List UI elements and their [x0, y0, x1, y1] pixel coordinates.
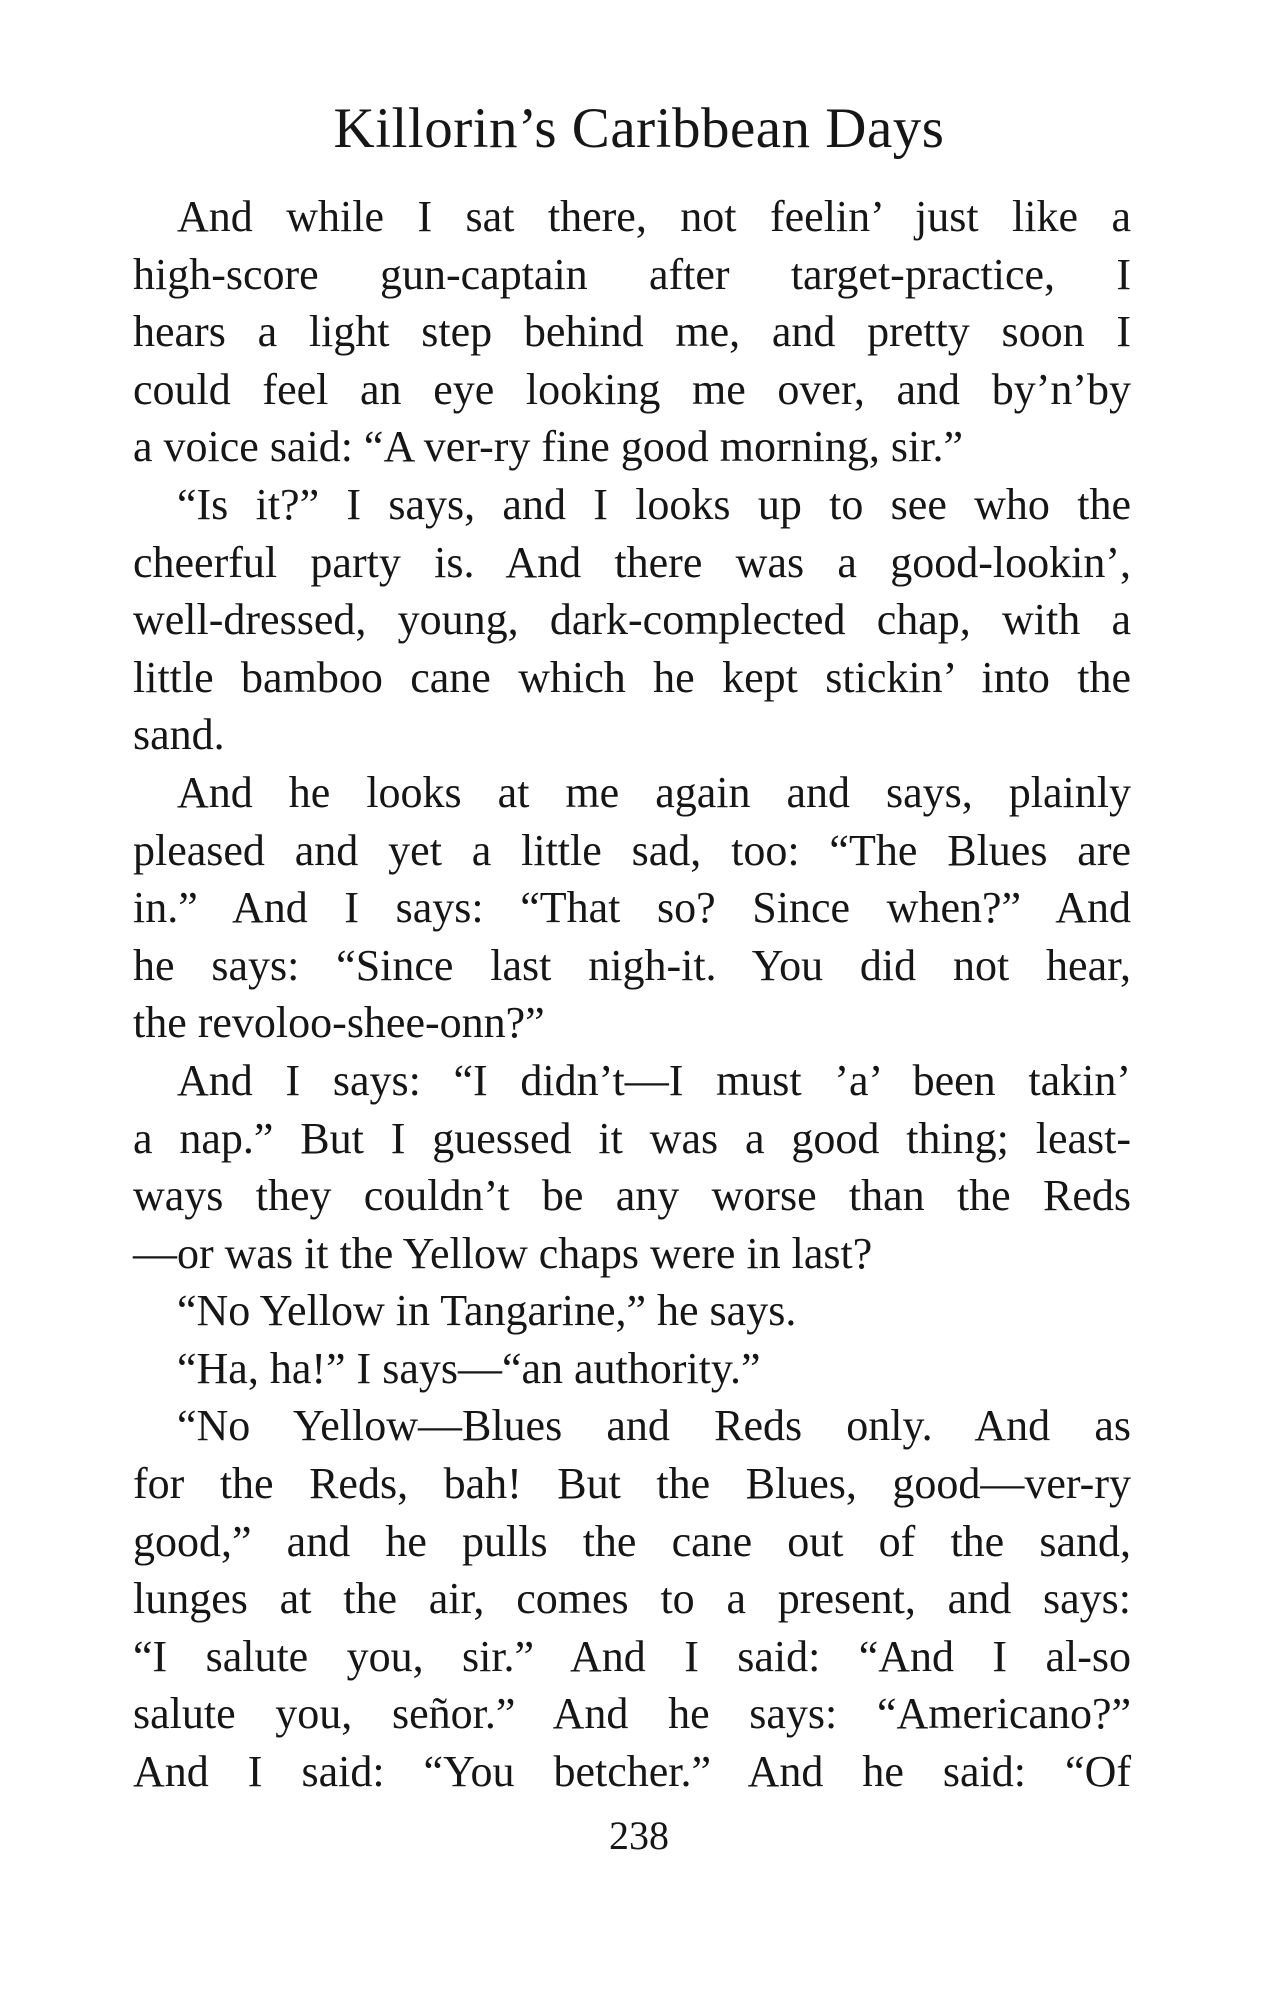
text-line: “Is it?” I says, and I looks up to see who the [177, 479, 1131, 529]
running-head: Killorin’s Caribbean Days [333, 97, 945, 160]
body-text [133, 188, 1131, 1801]
text-line: a voice said: “A ver-ry fine good morning, sir.” [133, 422, 964, 472]
text-line: he says: “Since last nigh-it. You did not hear, [133, 940, 1131, 990]
text-line: hears a light step behind me, and pretty soon I [133, 307, 1131, 357]
text-line: cheerful party is. And there was a good-lookin’, [133, 537, 1131, 587]
text-line: And I said: “You betcher.” And he said: “Of [133, 1747, 1131, 1797]
text-line: well-dressed, young, dark-complected chap, with a [133, 595, 1131, 645]
text-line: “I salute you, sir.” And I said: “And I al-so [133, 1631, 1131, 1681]
text-line: the revoloo-shee-onn?” [133, 998, 545, 1048]
page-number: 238 [609, 1813, 669, 1858]
text-line: And he looks at me again and says, plainly [177, 767, 1131, 817]
text-line: “No Yellow—Blues and Reds only. And as [177, 1401, 1131, 1451]
text-line: ways they couldn’t be any worse than the Reds [133, 1171, 1131, 1221]
text-line: “No Yellow in Tangarine,” he says. [177, 1286, 797, 1336]
text-line: And I says: “I didn’t—I must ’a’ been takin’ [177, 1055, 1131, 1105]
text-line: for the Reds, bah! But the Blues, good—ver-ry [133, 1459, 1131, 1509]
text-line: pleased and yet a little sad, too: “The Blues are [133, 825, 1131, 875]
text-line: in.” And I says: “That so? Since when?” And [133, 883, 1131, 933]
text-line: salute you, señor.” And he says: “Americano?” [133, 1689, 1131, 1739]
text-line: “Ha, ha!” I says—“an authority.” [177, 1343, 761, 1393]
text-line: little bamboo cane which he kept stickin’ into the [133, 652, 1131, 702]
text-line: good,” and he pulls the cane out of the sand, [133, 1516, 1131, 1566]
text-line: high-score gun-captain after target-practice, I [133, 249, 1131, 299]
text-line: lunges at the air, comes to a present, and says: [133, 1574, 1131, 1624]
text-line: could feel an eye looking me over, and by’n’by [133, 364, 1131, 414]
text-line: —or was it the Yellow chaps were in last? [133, 1228, 873, 1278]
text-line: sand. [133, 710, 225, 760]
text-line: a nap.” But I guessed it was a good thing; least- [133, 1113, 1131, 1163]
text-line: And while I sat there, not feelin’ just like a [177, 192, 1131, 241]
